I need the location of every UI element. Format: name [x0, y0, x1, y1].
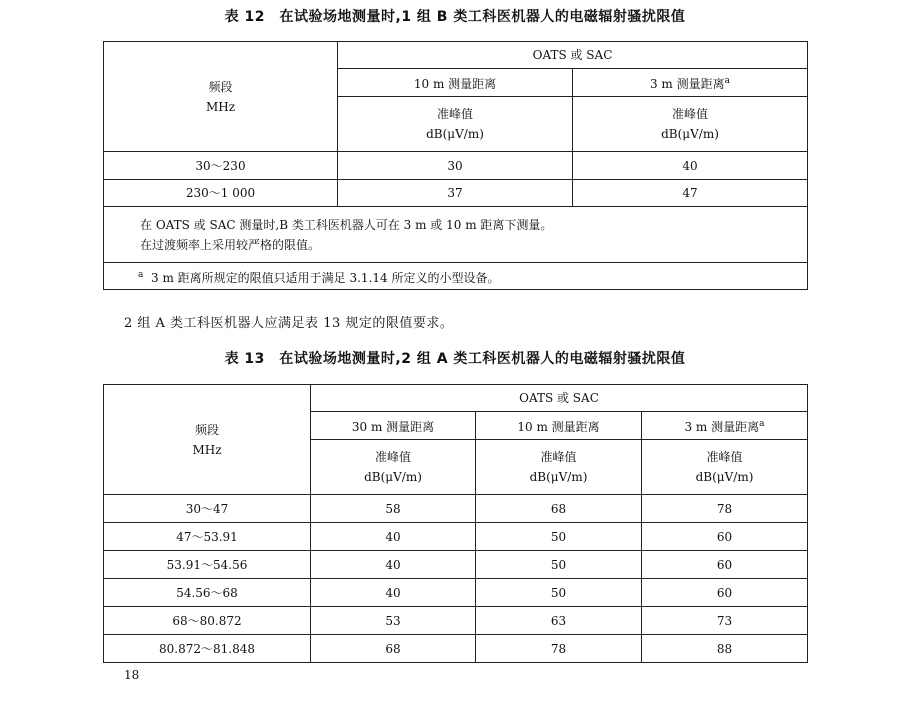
table13-caption: 表 13 在试验场地测量时,2 组 A 类工科医机器人的电磁辐射骚扰限值	[224, 351, 686, 367]
footnote-mark: a	[759, 419, 765, 429]
value-cell: 78	[642, 495, 808, 523]
qp-header: 准峰值 dB(μV/m)	[642, 440, 808, 495]
value-cell: 60	[642, 551, 808, 579]
table-row	[104, 523, 808, 551]
value-cell: 68	[476, 495, 642, 523]
table-12	[103, 41, 808, 290]
table-notes	[104, 207, 808, 263]
footnote-mark: a	[138, 269, 144, 280]
table-13	[103, 384, 808, 663]
band-cell: 30～230	[104, 152, 338, 180]
table-row	[104, 495, 808, 523]
value-cell: 40	[311, 551, 476, 579]
value-cell: 73	[642, 607, 808, 635]
value-cell: 40	[573, 152, 808, 180]
band-header-label: 频段	[194, 422, 219, 437]
band-cell: 30～47	[104, 495, 311, 523]
band-cell: 47～53.91	[104, 523, 311, 551]
value-cell: 63	[476, 607, 642, 635]
footnote-text: 3 m 距离所规定的限值只适用于满足 3.1.14 所定义的小型设备。	[151, 270, 500, 285]
band-cell: 68～80.872	[104, 607, 311, 635]
table-row	[104, 152, 808, 180]
value-cell: 37	[338, 180, 573, 207]
band-cell: 54.56～68	[104, 579, 311, 607]
table-row	[104, 551, 808, 579]
value-cell: 40	[311, 523, 476, 551]
body-paragraph: 2 组 A 类工科医机器人应满足表 13 规定的限值要求。	[124, 316, 454, 331]
note-line: 在 OATS 或 SAC 测量时,B 类工科医机器人可在 3 m 或 10 m 距离下测量。	[140, 217, 553, 232]
band-header-label: 频段	[208, 79, 233, 94]
distance-header: 30 m 测量距离	[311, 412, 476, 440]
table-row	[104, 180, 808, 207]
value-cell: 60	[642, 579, 808, 607]
band-header-cell	[104, 385, 311, 495]
value-cell: 50	[476, 551, 642, 579]
value-cell: 50	[476, 523, 642, 551]
footnote-mark: a	[724, 76, 731, 86]
qp-header: 准峰值 dB(μV/m)	[476, 440, 642, 495]
qp-header: 准峰值 dB(μV/m)	[311, 440, 476, 495]
distance-header: 10 m 测量距离	[338, 69, 573, 97]
band-header-unit: MHz	[192, 442, 222, 457]
qp-header: 准峰值 dB(μV/m)	[338, 97, 573, 152]
group-header: OATS 或 SAC	[311, 385, 808, 412]
value-cell: 60	[642, 523, 808, 551]
table-row	[104, 607, 808, 635]
value-cell: 40	[311, 579, 476, 607]
group-header: OATS 或 SAC	[338, 42, 808, 69]
band-cell: 53.91～54.56	[104, 551, 311, 579]
note-line: 在过渡频率上采用较严格的限值。	[140, 237, 321, 252]
band-cell: 230～1 000	[104, 180, 338, 207]
table-footnote	[104, 263, 808, 290]
value-cell: 58	[311, 495, 476, 523]
value-cell: 53	[311, 607, 476, 635]
value-cell: 50	[476, 579, 642, 607]
value-cell: 78	[476, 635, 642, 663]
qp-header: 准峰值 dB(μV/m)	[573, 97, 808, 152]
table-row	[104, 635, 808, 663]
value-cell: 30	[338, 152, 573, 180]
band-header-cell	[104, 42, 338, 152]
band-cell: 80.872～81.848	[104, 635, 311, 663]
band-header-unit: MHz	[205, 99, 236, 114]
value-cell: 88	[642, 635, 808, 663]
value-cell: 47	[573, 180, 808, 207]
table-row	[104, 579, 808, 607]
distance-header: 3 m 测量距离$^a$	[573, 69, 808, 97]
value-cell: 68	[311, 635, 476, 663]
distance-header: 10 m 测量距离	[476, 412, 642, 440]
page-number: 18	[124, 668, 140, 682]
table12-caption: 表 12 在试验场地测量时,1 组 B 类工科医机器人的电磁辐射骚扰限值	[224, 9, 686, 25]
distance-header: 3 m 测量距离$^a$	[642, 412, 808, 440]
